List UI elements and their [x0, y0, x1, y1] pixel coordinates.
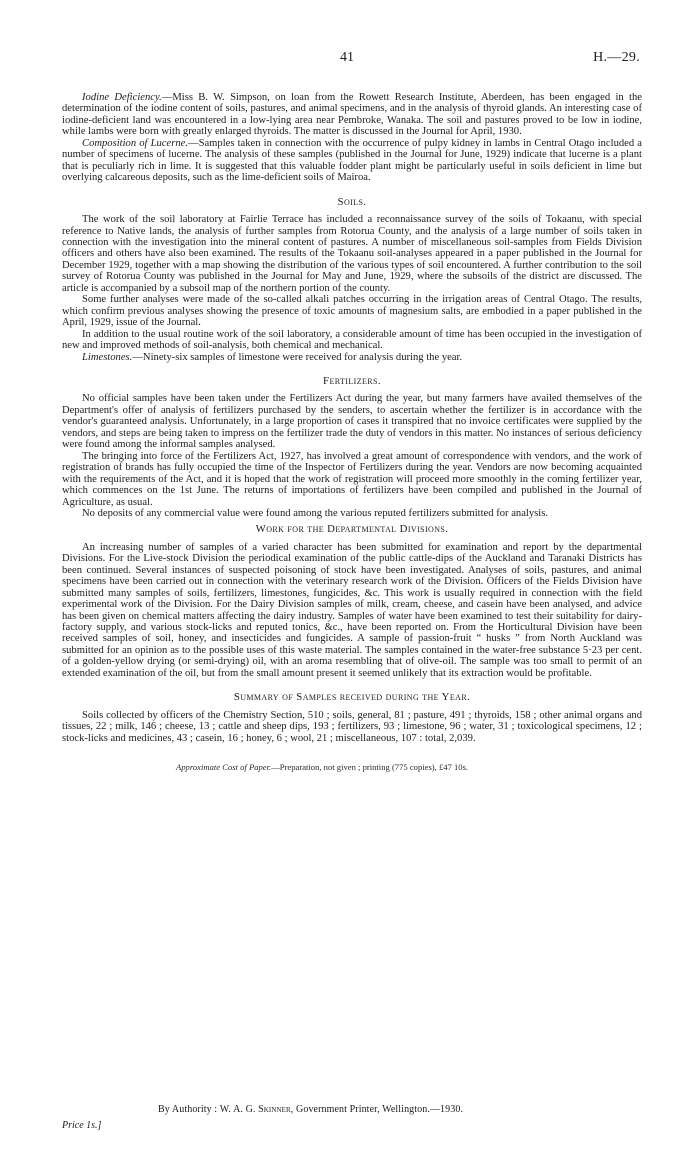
paragraph-text: No official samples have been taken under the Fertilizers Act during the year, but many farmers have availed themselves of the Department's offer of analysis of fertilizers purchased by the senders, to ascertain whether the fertilizer is in accordance with the vendor's guaranteed analysis. Unfortunately, in a large proportion of cases it transpired that no invoice certificates were supplied by the vendors, and steps are being taken to impress on the fertilizer trade the duty of vendors in this matter. No instances of serious deficiency were found among the informal samples analysed. — [62, 393, 642, 451]
paragraph-text: Soils collected by officers of the Chemistry Section, 510 ; soils, general, 81 ; pasture, 491 ; thyroids, 158 ; other animal organs and tissues, 22 ; milk, 146 ; cheese, 13 ; cattle and sheep dips, 193 ; fertilizers, 93 ; limestone, 96 ; water, 31 ; toxicological specimens, 12 ; stock-licks and medicines, 43 ; casein, 16 ; honey, 6 ; wool, 21 ; miscellaneous, 107 : total, 2,039. — [62, 709, 642, 744]
authority-prefix: By Authority : — [158, 1104, 218, 1115]
paragraph-text: —Miss B. W. Simpson, on loan from the Rowett Research Institute, Aberdeen, has been engaged in the determination of the iodine content of soils, pastures, and animal specimens, and in the analysis of thyroid glands. An interesting case of iodine-deficient land was encountered in a low-lying area near Pembroke, Wanaka. The soil and pastures proved to be low in iodine, while lambs were born with greatly enlarged thyroids. The matter is discussed in the Journal for April, 1930. — [62, 92, 642, 138]
section-heading: Summary of Samples received during the Year. — [233, 691, 471, 704]
cost-text: —Preparation, not given ; printing (775 copies), £47 10s. — [271, 762, 469, 773]
section-heading: Fertilizers. — [323, 374, 381, 387]
paragraph-lead: Composition of Lucerne. — [82, 137, 188, 149]
section-fertilizers — [62, 376, 642, 519]
paragraph — [62, 508, 642, 519]
paragraph-text: —Ninety-six samples of limestone were received for analysis during the year. — [132, 351, 463, 363]
document-code: H.—29. — [593, 50, 640, 65]
printer-name: W. A. G. Skinner, — [219, 1104, 294, 1115]
section-heading: Soils. — [337, 195, 367, 208]
price-note: Price 1s.] — [62, 1120, 102, 1131]
section-iodine-lucerne — [62, 92, 642, 184]
page-header — [62, 52, 642, 92]
paragraph-text: The bringing into force of the Fertilizers Act, 1927, has involved a great amount of correspondence with vendors, and the work of registration of brands has fully occupied the time of the Inspector of Fertilizers during the year. Vendors are now becoming acquainted with the requirements of the Act, and it is hoped that the work of registration will proceed more smoothly in the coming fertilizer year, which commences on the 1st June. The returns of importations of fertilizers have been compiled and published in the Journal of Agriculture, as usual. — [62, 450, 642, 508]
paragraph — [62, 294, 642, 328]
paragraph-text: In addition to the usual routine work of the soil laboratory, a considerable amount of time has been occupied in the investigation of new and improved methods of soil-analysis, both chemical and mechanical. — [62, 328, 642, 352]
paragraph — [62, 329, 642, 352]
paragraph-summary — [62, 710, 642, 744]
paragraph-limestones — [62, 352, 642, 363]
printer-authority — [158, 1104, 463, 1115]
section-soils — [62, 197, 642, 363]
section-summary — [62, 692, 642, 744]
paragraph-text: An increasing number of samples of a varied character has been submitted for examination and report by the departmental Divisions. For the Live-stock Division the periodical examination of the public cattle-dips of the Auckland and Taranaki Districts has been continued. Several instances of suspected poisoning of stock have been investigated. Analyses of soils, pastures, and animal specimens have been carried out in connection with the veterinary research work of the Division. Officers of the Fields Division have submitted many samples of soils, fertilizers, limestones, fungicides, &c. This work is usually required in connection with the field experimental work of the Division. For the Dairy Division samples of milk, cream, cheese, and casein have been analysed, and advice has been given on chemical matters affecting the dairy industry. Samples of water have been examined to test their suitability for dairy-factory supply, and various stock-licks and reputed tonics, &c., have been reported on. From the Horticultural Division have been received samples of soil, honey, and insecticides and fungicides. A sample of passion-fruit “ husks ” from North Auckland was submitted for an opinion as to the possible uses of this waste material. The samples contained in the water-free substance 5·23 per cent. of a golden-yellow drying (or semi-drying) oil, with an aroma resembling that of olive-oil. The sample was too small to permit of an extended examination of the oil, but from the small amount present it seemed unlikely that its extraction would be profitable. — [62, 541, 642, 679]
paragraph-lead: Limestones. — [82, 351, 133, 363]
section-heading: Work for the Departmental Divisions. — [255, 523, 449, 536]
paragraph — [62, 451, 642, 508]
paragraph-text: The work of the soil laboratory at Fairlie Terrace has included a reconnaissance survey of the soils of Tokaanu, with special reference to Native lands, the analysis of further samples from Rotorua County, and the analysis of a large number of soils taken in connection with the investigation into the mineral content of pastures. A number of miscellaneous soil-samples from Fields Division officers and others have also been examined. The results of the Tokaanu soil-analyses appeared in a paper published in the Journal for December 1929, together with a map showing the distribution of the various types of soil encountered. A further contribution to the soil survey of Rotorua County was published in the Journal for May and June, 1929, where the subsoils of the district are discussed. The article is accompanied by a subsoil map of the northern portion of the county. — [62, 214, 642, 294]
paragraph-iodine-deficiency — [62, 92, 642, 138]
section-departmental-divisions — [62, 524, 642, 679]
paragraph — [62, 393, 642, 450]
page-number: 41 — [340, 50, 354, 65]
paragraph-composition-lucerne — [62, 138, 642, 184]
cost-note — [62, 762, 642, 773]
paragraph-text: No deposits of any commercial value were found among the various reputed fertilizers submitted for analysis. — [82, 507, 548, 519]
paragraph — [62, 542, 642, 679]
paragraph-lead: Iodine Deficiency. — [82, 92, 162, 103]
cost-label: Approximate Cost of Paper. — [176, 762, 272, 773]
paragraph-text: —Samples taken in connection with the occurrence of pulpy kidney in lambs in Central Otago included a number of specimens of lucerne. The analysis of these samples (published in the Journal for June, 1929) indicate that lucerne is a plant that is peculiarly rich in lime. It is suggested that this valuable fodder plant might be particularly useful in soils deficient in lime but overlying calcareous deposits, such as the lime-deficient soils of Mairoa. — [62, 137, 642, 184]
authority-suffix: Government Printer, Wellington.—1930. — [296, 1104, 464, 1115]
paragraph — [62, 214, 642, 294]
paragraph-text: Some further analyses were made of the so-called alkali patches occurring in the irrigation areas of Central Otago. The results, which confirm previous analyses showing the presence of toxic amounts of magnesium salts, are embodied in a paper published in the April, 1929, issue of the Journal. — [62, 294, 642, 329]
